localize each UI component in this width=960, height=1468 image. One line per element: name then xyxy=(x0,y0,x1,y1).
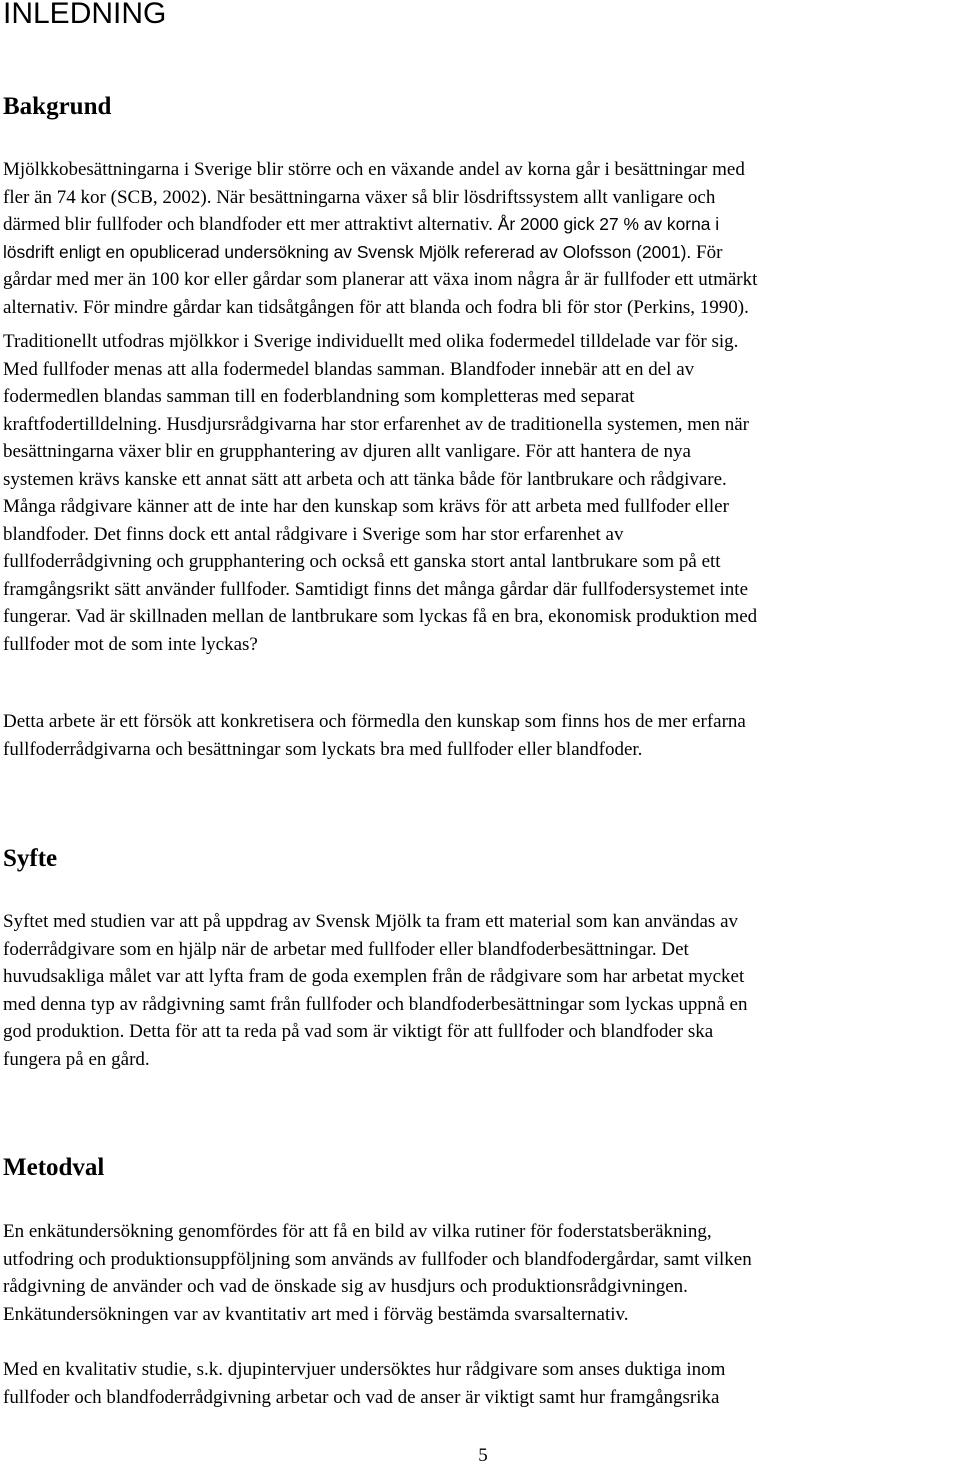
text-segment: alternativ. xyxy=(3,296,79,318)
text-line: Detta arbete är ett försök att konkretisera och förmedla den kunskap som finns hos de mer erfarna xyxy=(3,711,746,732)
page-title: INLEDNING xyxy=(3,0,167,30)
text-line: huvudsakliga målet var att lyfta fram de goda exemplen från de rådgivare som har arbetat mycket xyxy=(3,966,745,987)
text-line: blandfoder. Det finns dock ett antal rådgivare i Sverige som har stor erfarenhet av xyxy=(3,523,624,545)
text-line: Traditionellt utfodras mjölkkor i Sverige individuellt med olika fodermedel tilldelade var för sig. xyxy=(3,331,739,352)
text-line: fler än 74 kor (SCB, 2002). När besättningarna växer så blir lösdriftssystem allt vanligare och xyxy=(3,186,716,208)
text-segment: därmed blir fullfoder och blandfoder ett mer attraktivt alternativ. xyxy=(3,214,493,235)
page-number: 5 xyxy=(478,1445,488,1466)
text-line: fungerar. Vad är skillnaden mellan de lantbrukare som lyckas få en bra, ekonomisk produktion med xyxy=(3,606,758,627)
text-line xyxy=(3,211,960,239)
text-line: systemen krävs kanske ett annat sätt att arbeta och att tänka både för lantbrukare och rådgivare. xyxy=(3,468,727,490)
text-segment: lösdrift enligt en opublicerad undersökning av Svensk Mjölk refererad av Olofsson (2001). xyxy=(3,241,692,262)
text-line: Många rådgivare känner att de inte har den kunskap som krävs för att arbeta med fullfoder eller xyxy=(3,496,729,517)
text-line: Med fullfoder menas att alla fodermedel blandas samman. Blandfoder innebär att en del av xyxy=(3,358,695,380)
syfte-paragraph-1 xyxy=(3,908,960,1073)
text-line: Med en kvalitativ studie, s.k. djupintervjuer undersöktes hur rådgivare som anses duktiga inom xyxy=(3,1359,726,1380)
text-line: En enkätundersökning genomfördes för att få en bild av vilka rutiner för foderstatsberäkning, xyxy=(3,1221,712,1242)
text-line: fodermedlen blandas samman till en foderblandning som kompletteras med separat xyxy=(3,386,635,407)
text-line: rådgivning de använder och vad de önskade sig av husdjurs och produktionsrådgivningen. xyxy=(3,1276,688,1297)
section-heading-metodval: Metodval xyxy=(3,1154,105,1181)
text-line: kraftfodertilldelning. Husdjursrådgivarna har stor erfarenhet av de traditionella systemen, men när xyxy=(3,413,750,435)
text-line: fullfoderrådgivning och grupphantering och också ett ganska stort antal lantbrukare som på ett xyxy=(3,551,721,572)
text-line xyxy=(3,239,960,267)
bakgrund-paragraph-2 xyxy=(3,328,960,658)
bakgrund-paragraph-1 xyxy=(3,156,960,321)
text-line: fullfoder och blandfoderrådgivning arbetar och vad de anser är viktigt samt hur framgångsrika xyxy=(3,1386,720,1408)
text-line: framgångsrikt sätt använder fullfoder. Samtidigt finns det många gårdar där fullfodersystemet inte xyxy=(3,578,748,600)
bakgrund-paragraph-3 xyxy=(3,708,960,763)
text-line: gårdar med mer än 100 kor eller gårdar som planerar att växa inom några år är fullfoder ett utmärkt xyxy=(3,269,758,290)
text-line: besättningarna växer blir en grupphantering av djuren allt vanligare. För att hantera de nya xyxy=(3,441,691,462)
text-line: med denna typ av rådgivning samt från fullfoder och blandfoderbesättningar som lyckas uppnå en xyxy=(3,993,748,1015)
text-line: foderrådgivare som en hjälp när de arbetar med fullfoder eller blandfoderbesättningar. Det xyxy=(3,938,689,960)
text-line: Enkätundersökningen var av kvantitativ art med i förväg bestämda svarsalternativ. xyxy=(3,1303,629,1325)
text-line: Syftet med studien var att på uppdrag av Svensk Mjölk ta fram ett material som kan användas av xyxy=(3,911,738,932)
text-line xyxy=(3,294,960,322)
text-line: fullfoderrådgivarna och besättningar som lyckats bra med fullfoder eller blandfoder. xyxy=(3,738,643,760)
text-segment: För xyxy=(691,241,723,263)
text-segment: År 2000 gick 27 % av korna i xyxy=(492,214,720,234)
text-line: Mjölkkobesättningarna i Sverige blir större och en växande andel av korna går i besättningar med xyxy=(3,159,745,180)
section-heading-syfte: Syfte xyxy=(3,845,58,872)
metodval-paragraph-1 xyxy=(3,1218,960,1328)
text-line: god produktion. Detta för att ta reda på vad som är viktigt för att fullfoder och blandfoder ska xyxy=(3,1021,714,1042)
text-line: utfodring och produktionsuppföljning som används av fullfoder och blandfodergårdar, samt vilken xyxy=(3,1248,752,1270)
text-line: fullfoder mot de som inte lyckas? xyxy=(3,633,258,655)
text-segment: För mindre gårdar kan tidsåtgången för att blanda och fodra bli för stor (Perkins, 1990). xyxy=(78,296,749,318)
metodval-paragraph-2 xyxy=(3,1356,960,1411)
section-heading-bakgrund: Bakgrund xyxy=(3,93,112,120)
text-line: fungera på en gård. xyxy=(3,1048,150,1070)
